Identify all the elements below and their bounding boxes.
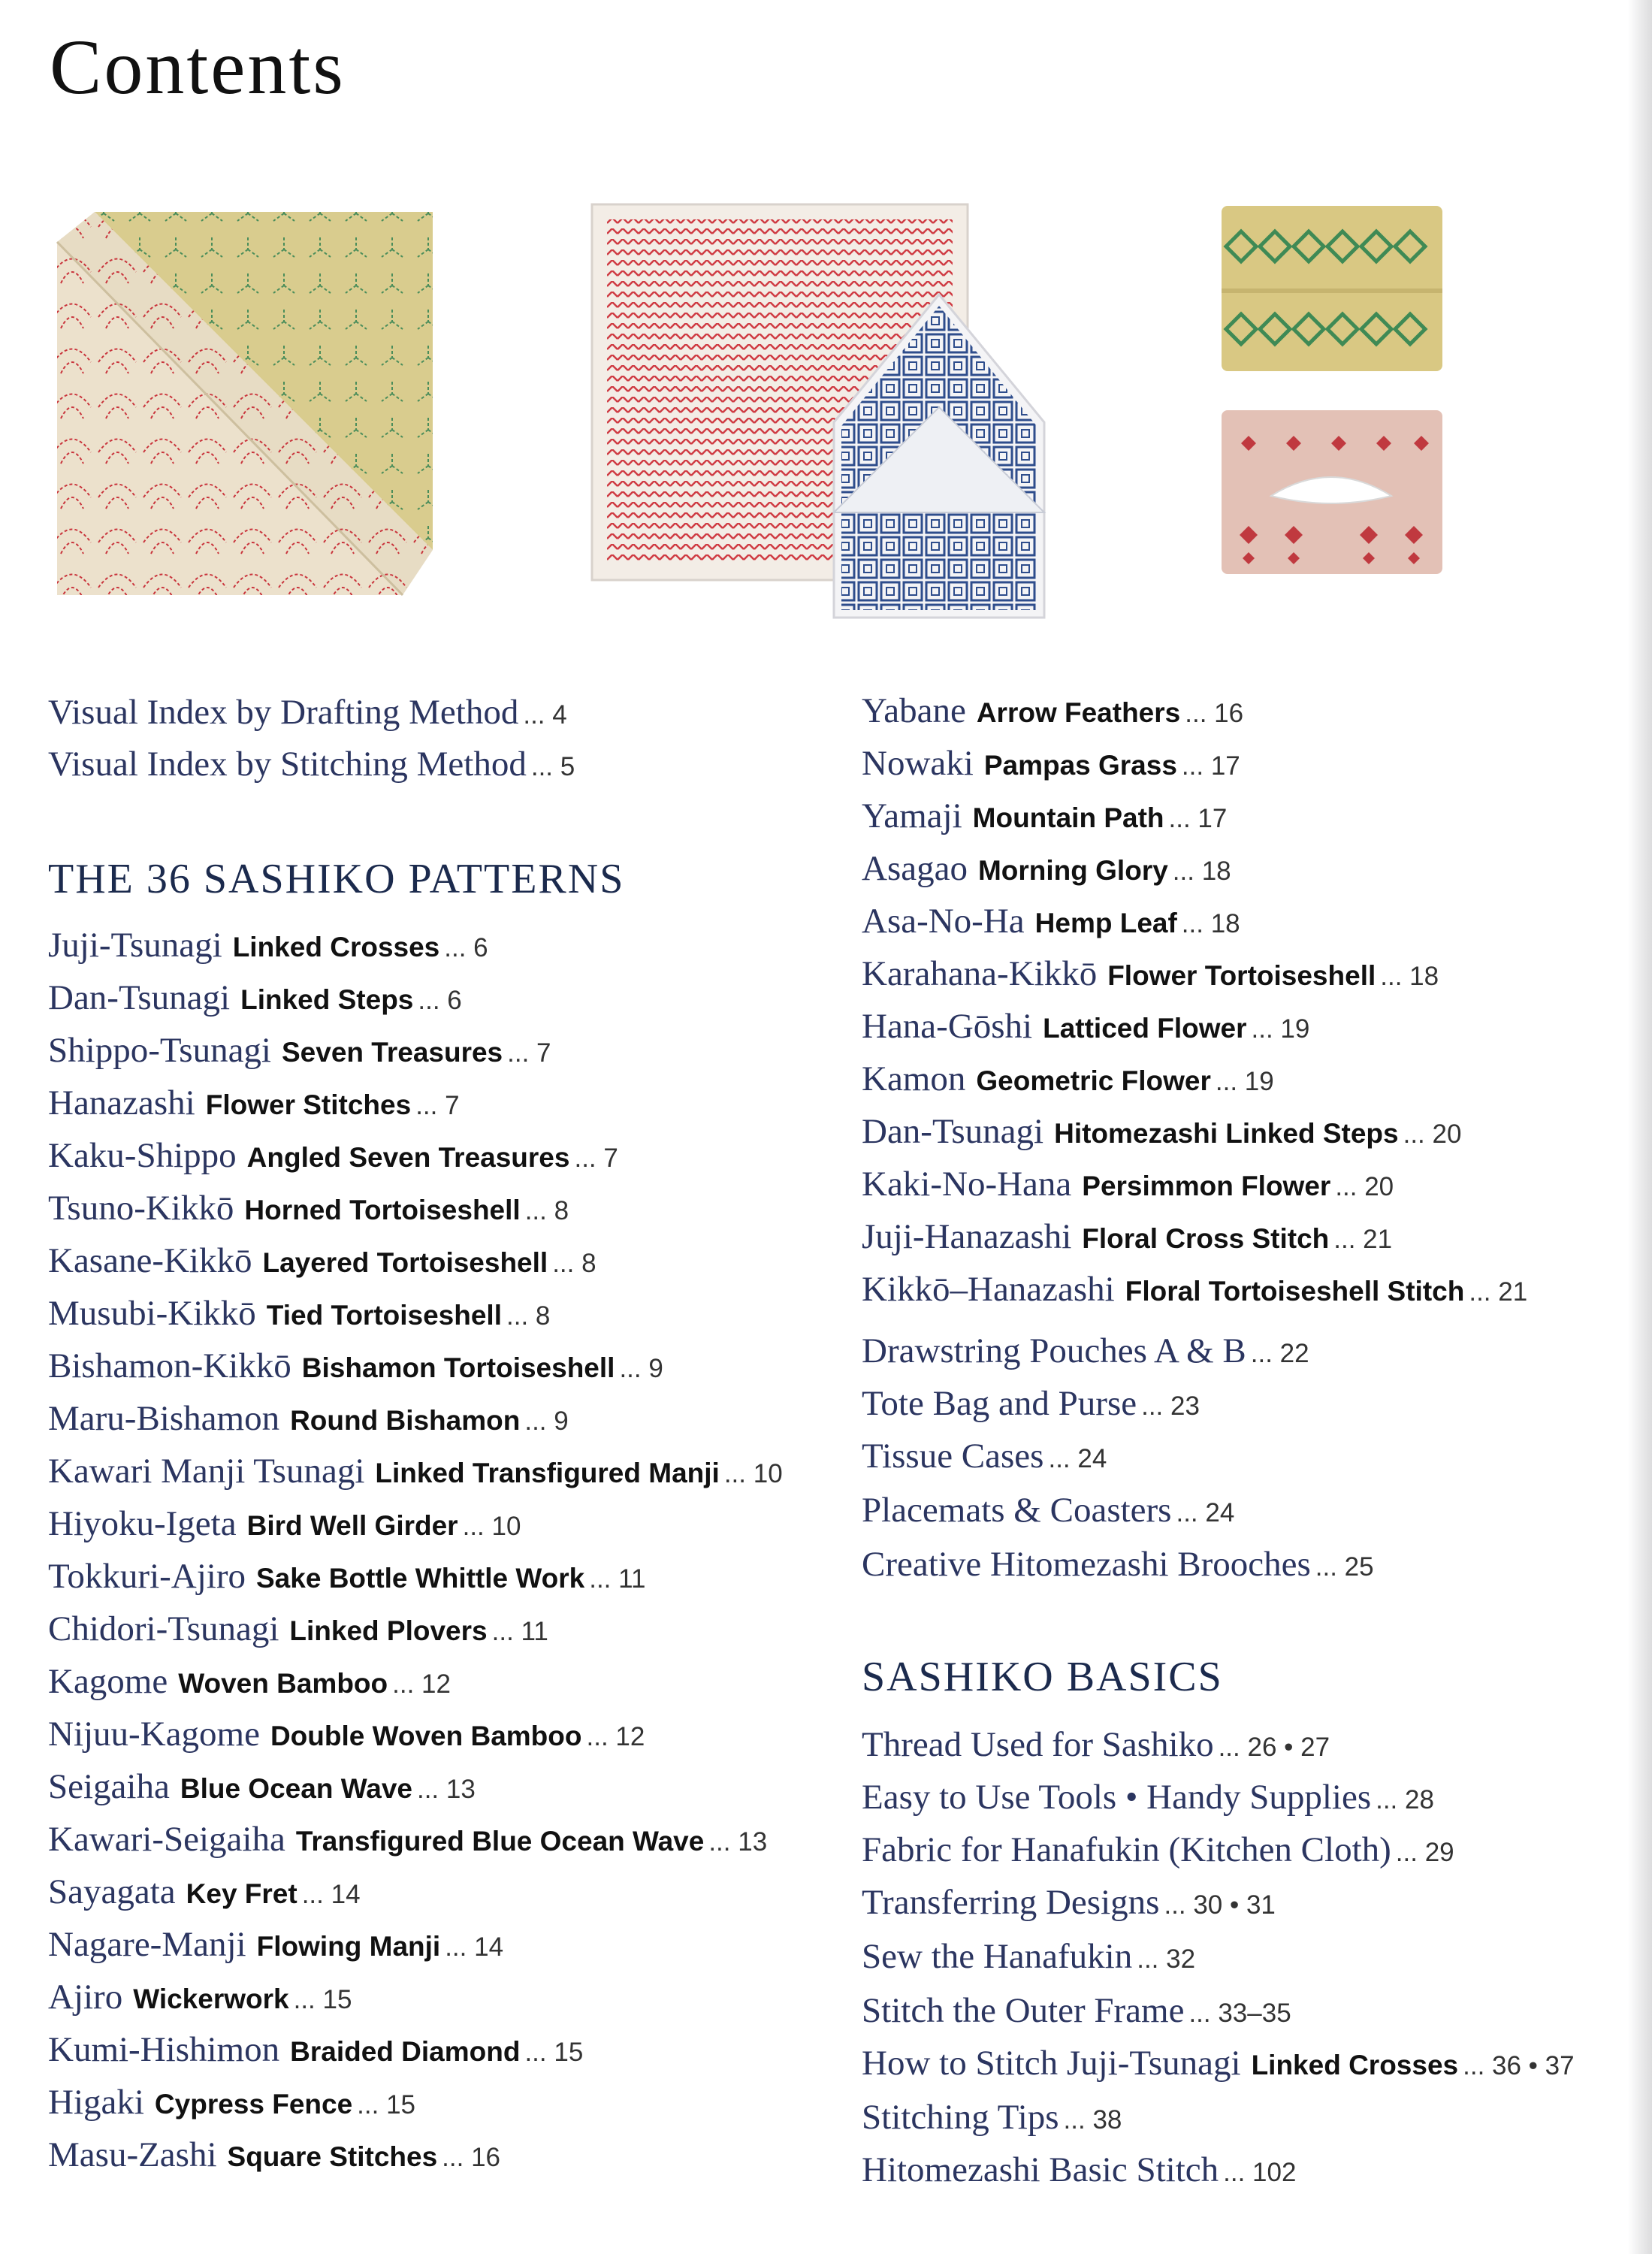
entry-jp: Musubi-Kikkō (48, 1294, 256, 1333)
entry-en: Linked Crosses (1251, 2050, 1459, 2080)
entry-page: ... 21 (1333, 1225, 1393, 1254)
entry-page: ... 21 (1469, 1277, 1528, 1307)
toc-entry[interactable] (48, 1922, 503, 1970)
entry-en: Cypress Fence (154, 2089, 353, 2120)
entry-page: ... 28 (1376, 1785, 1434, 1814)
entry-en: Flower Stitches (205, 1089, 412, 1120)
entry-jp: Stitch the Outer Frame (862, 1991, 1185, 2030)
entry-page: ... 18 (1172, 857, 1231, 886)
entry-en: Seven Treasures (282, 1037, 503, 1068)
toc-entry[interactable] (48, 742, 575, 790)
entry-jp: Dan-Tsunagi (48, 978, 231, 1017)
entry-page: ... 8 (552, 1249, 596, 1278)
pink-tissue-case-photo (1219, 406, 1445, 579)
entry-page: ... 18 (1380, 962, 1439, 991)
entry-jp: Tote Bag and Purse (862, 1384, 1137, 1423)
entry-page: ... 20 (1403, 1119, 1462, 1149)
entry-en: Geometric Flower (976, 1065, 1211, 1096)
entry-page: ... 4 (523, 700, 567, 730)
entry-page: ... 22 (1250, 1339, 1309, 1368)
toc-entry[interactable] (862, 1214, 1392, 1262)
entry-jp: Asagao (862, 849, 968, 888)
entry-en: Mountain Path (972, 802, 1164, 833)
toc-entry[interactable] (48, 2132, 500, 2180)
toc-entry[interactable] (862, 741, 1240, 789)
toc-entry[interactable] (48, 1080, 460, 1129)
entry-jp: Ajiro (48, 1978, 123, 2017)
toc-entry[interactable] (862, 1827, 1454, 1875)
toc-entry[interactable] (862, 1056, 1274, 1104)
entry-en: Linked Crosses (232, 932, 440, 962)
toc-entry[interactable] (48, 1869, 361, 1917)
entry-jp: Kasane-Kikkō (48, 1241, 252, 1280)
entry-en: Blue Ocean Wave (180, 1773, 412, 1804)
toc-entry[interactable] (862, 1880, 1276, 1928)
toc-entry[interactable] (862, 1934, 1195, 1982)
entry-page: ... 15 (357, 2090, 415, 2120)
entry-en: Layered Tortoiseshell (262, 1247, 548, 1278)
entry-en: Linked Steps (240, 984, 414, 1015)
entry-jp: Seigaiha (48, 1767, 170, 1806)
entry-page: ... 25 (1315, 1552, 1374, 1582)
entry-jp: Easy to Use Tools • Handy Supplies (862, 1778, 1372, 1817)
entry-jp: Thread Used for Sashiko (862, 1725, 1214, 1764)
entry-en: Flowing Manji (256, 1931, 441, 1962)
entry-page: ... 18 (1181, 909, 1240, 938)
entry-page: ... 13 (416, 1775, 476, 1804)
toc-entry[interactable] (862, 1109, 1461, 1157)
toc-entry[interactable] (48, 1238, 596, 1286)
entry-jp: Tokkuri-Ajiro (48, 1557, 246, 1596)
entry-en: Flower Tortoiseshell (1107, 960, 1376, 991)
entry-en: Bishamon Tortoiseshell (301, 1352, 615, 1383)
entry-page: ... 24 (1048, 1444, 1107, 1473)
entry-page: ... 7 (415, 1091, 460, 1120)
entry-jp: Kaki-No-Hana (862, 1165, 1072, 1204)
toc-entry[interactable] (862, 1434, 1107, 1482)
entry-page: ... 8 (506, 1301, 551, 1331)
entry-jp: Chidori-Tsunagi (48, 1609, 279, 1648)
toc-entry[interactable] (862, 1267, 1527, 1315)
toc-entry[interactable] (862, 793, 1227, 841)
entry-jp: Kamon (862, 1059, 966, 1098)
entry-jp: Sayagata (48, 1872, 176, 1911)
entry-jp: Yamaji (862, 796, 962, 835)
toc-entry[interactable] (862, 1722, 1330, 1770)
entry-jp: Kagome (48, 1662, 168, 1701)
toc-entry[interactable] (862, 2147, 1296, 2195)
entry-page: ... 19 (1251, 1014, 1310, 1044)
entry-page: ... 14 (445, 1932, 504, 1962)
entry-jp: Placemats & Coasters (862, 1491, 1172, 1530)
toc-entry[interactable] (862, 951, 1439, 999)
entry-page: ... 13 (708, 1827, 768, 1857)
entry-page: ... 8 (524, 1196, 569, 1225)
toc-entry[interactable] (48, 2080, 415, 2128)
entry-en: Angled Seven Treasures (246, 1142, 570, 1173)
toc-entry[interactable] (48, 1291, 550, 1339)
page-edge-shadow (1628, 0, 1652, 2254)
entry-jp: Kawari-Seigaiha (48, 1820, 285, 1859)
toc-entry[interactable] (862, 1488, 1234, 1536)
basics-heading: SASHIKO BASICS (862, 1654, 1223, 1700)
entry-page: ... 5 (530, 752, 575, 781)
toc-entry[interactable] (48, 1133, 618, 1181)
entry-en: Latticed Flower (1043, 1013, 1247, 1044)
entry-page: ... 26 • 27 (1218, 1733, 1330, 1762)
toc-entry[interactable] (48, 1396, 569, 1444)
toc-entry[interactable] (48, 1764, 476, 1812)
entry-page: ... 10 (723, 1459, 783, 1488)
entry-jp: Maru-Bishamon (48, 1399, 280, 1438)
entry-page: ... 15 (293, 1985, 352, 2014)
entry-en: Floral Tortoiseshell Stitch (1125, 1276, 1465, 1307)
entry-page: ... 9 (524, 1406, 569, 1436)
entry-en: Persimmon Flower (1082, 1171, 1331, 1201)
cloth-squares-photo (50, 197, 440, 603)
entry-jp: Transferring Designs (862, 1883, 1160, 1922)
entry-jp: Tissue Cases (862, 1437, 1044, 1476)
toc-entry[interactable] (48, 1186, 569, 1234)
entry-jp: Juji-Tsunagi (48, 926, 222, 965)
entry-en: Braided Diamond (290, 2036, 521, 2067)
toc-entry[interactable] (862, 1381, 1200, 1429)
entry-en: Tied Tortoiseshell (266, 1300, 502, 1331)
entry-jp: Yabane (862, 691, 966, 730)
entry-en: Double Woven Bamboo (270, 1721, 582, 1751)
patterns-heading: THE 36 SASHIKO PATTERNS (48, 856, 625, 902)
toc-entry[interactable] (48, 1712, 645, 1760)
toc-entry[interactable] (48, 1554, 645, 1602)
toc-entry[interactable] (862, 2041, 1575, 2089)
entry-en: Floral Cross Stitch (1082, 1223, 1330, 1254)
toc-entry[interactable] (48, 1343, 663, 1391)
entry-page: ... 6 (418, 986, 462, 1015)
entry-page: ... 20 (1335, 1172, 1394, 1201)
entry-page: ... 17 (1168, 804, 1228, 833)
entry-en: Horned Tortoiseshell (244, 1195, 521, 1225)
toc-entry[interactable] (48, 1659, 451, 1707)
red-cloth-and-pouch-photo (586, 197, 1067, 625)
entry-en: Linked Transfigured Manji (375, 1458, 720, 1488)
entry-page: ... 29 (1395, 1838, 1454, 1867)
entry-page: ... 12 (392, 1669, 451, 1699)
entry-jp: Nagare-Manji (48, 1925, 246, 1964)
toc-entry[interactable] (862, 846, 1231, 894)
entry-jp: Nijuu-Kagome (48, 1715, 260, 1754)
page-title: Contents (50, 24, 346, 110)
entry-en: Round Bishamon (290, 1405, 521, 1436)
entry-page: ... 16 (1185, 699, 1244, 728)
toc-entry[interactable] (48, 2027, 583, 2075)
entry-title: Visual Index by Drafting Method (48, 693, 519, 732)
entry-en: Key Fret (186, 1878, 297, 1909)
entry-jp: Bishamon-Kikkō (48, 1346, 291, 1385)
entry-jp: How to Stitch Juji-Tsunagi (862, 2044, 1241, 2083)
toc-entry[interactable] (48, 1817, 767, 1865)
entry-jp: Hitomezashi Basic Stitch (862, 2150, 1219, 2189)
toc-entry[interactable] (48, 690, 567, 738)
entry-page: ... 14 (301, 1880, 361, 1909)
toc-entry[interactable] (48, 975, 462, 1023)
entry-page: ... 12 (586, 1722, 645, 1751)
entry-jp: Kawari Manji Tsunagi (48, 1452, 365, 1491)
entry-jp: Kikkō–Hanazashi (862, 1270, 1115, 1309)
toc-entry[interactable] (48, 1501, 521, 1549)
entry-jp: Shippo-Tsunagi (48, 1031, 271, 1070)
entry-jp: Juji-Hanazashi (862, 1217, 1072, 1256)
entry-page: ... 38 (1063, 2105, 1122, 2135)
entry-jp: Drawstring Pouches A & B (862, 1331, 1246, 1370)
entry-page: ... 9 (619, 1354, 663, 1383)
entry-jp: Hana-Gōshi (862, 1007, 1033, 1046)
entry-page: ... 16 (442, 2143, 500, 2172)
entry-page: ... 19 (1215, 1067, 1274, 1096)
entry-page: ... 7 (507, 1038, 551, 1068)
entry-jp: Karahana-Kikkō (862, 954, 1098, 993)
toc-entry[interactable] (48, 923, 488, 971)
entry-page: ... 33–35 (1188, 1999, 1291, 2028)
entry-page: ... 23 (1141, 1391, 1200, 1421)
toc-entry[interactable] (48, 1975, 352, 2023)
entry-en: Linked Plovers (289, 1615, 488, 1646)
toc-entry[interactable] (862, 688, 1243, 736)
entry-page: ... 10 (462, 1512, 521, 1541)
entry-en: Wickerwork (133, 1984, 289, 2014)
entry-jp: Stitching Tips (862, 2098, 1059, 2137)
entry-jp: Fabric for Hanafukin (Kitchen Cloth) (862, 1830, 1391, 1869)
toc-entry[interactable] (48, 1606, 548, 1654)
toc-entry[interactable] (48, 1028, 551, 1076)
green-tissue-case-photo (1219, 201, 1445, 376)
entry-jp: Tsuno-Kikkō (48, 1189, 234, 1228)
entry-jp: Higaki (48, 2083, 144, 2122)
entry-page: ... 6 (444, 933, 488, 962)
entry-jp: Asa-No-Ha (862, 902, 1025, 941)
entry-page: ... 36 • 37 (1463, 2051, 1575, 2080)
entry-jp: Hanazashi (48, 1083, 195, 1122)
entry-jp: Dan-Tsunagi (862, 1112, 1044, 1151)
entry-en: Hemp Leaf (1034, 908, 1177, 938)
entry-jp: Nowaki (862, 744, 974, 783)
entry-title: Visual Index by Stitching Method (48, 745, 527, 784)
toc-entry[interactable] (862, 1162, 1394, 1210)
entry-en: Square Stitches (227, 2141, 438, 2172)
entry-jp: Kaku-Shippo (48, 1136, 237, 1175)
entry-jp: Masu-Zashi (48, 2135, 217, 2174)
entry-en: Hitomezashi Linked Steps (1054, 1118, 1399, 1149)
entry-en: Morning Glory (977, 855, 1168, 886)
entry-en: Arrow Feathers (976, 697, 1181, 728)
toc-entry[interactable] (862, 1328, 1309, 1376)
entry-en: Transfigured Blue Ocean Wave (295, 1826, 705, 1857)
toc-entry[interactable] (48, 1449, 783, 1497)
entry-en: Pampas Grass (983, 750, 1177, 781)
entry-page: ... 17 (1181, 751, 1240, 781)
entry-page: ... 102 (1223, 2158, 1297, 2187)
entry-page: ... 11 (491, 1617, 548, 1646)
entry-page: ... 7 (574, 1144, 618, 1173)
entry-jp: Kumi-Hishimon (48, 2030, 280, 2069)
entry-jp: Hiyoku-Igeta (48, 1504, 237, 1543)
entry-page: ... 15 (524, 2038, 584, 2067)
toc-entry[interactable] (862, 1542, 1374, 1590)
toc-entry[interactable] (862, 2095, 1122, 2143)
entry-jp: Creative Hitomezashi Brooches (862, 1545, 1311, 1584)
entry-page: ... 24 (1176, 1498, 1235, 1527)
toc-entry[interactable] (862, 1988, 1291, 2036)
toc-entry[interactable] (862, 1004, 1309, 1052)
entry-page: ... 11 (589, 1564, 646, 1594)
entry-page: ... 32 (1137, 1944, 1196, 1974)
entry-page: ... 30 • 31 (1164, 1890, 1276, 1920)
entry-en: Woven Bamboo (178, 1668, 388, 1699)
entry-jp: Sew the Hanafukin (862, 1937, 1133, 1976)
entry-en: Bird Well Girder (246, 1510, 458, 1541)
toc-entry[interactable] (862, 1775, 1434, 1823)
entry-en: Sake Bottle Whittle Work (256, 1563, 585, 1594)
toc-entry[interactable] (862, 899, 1240, 947)
